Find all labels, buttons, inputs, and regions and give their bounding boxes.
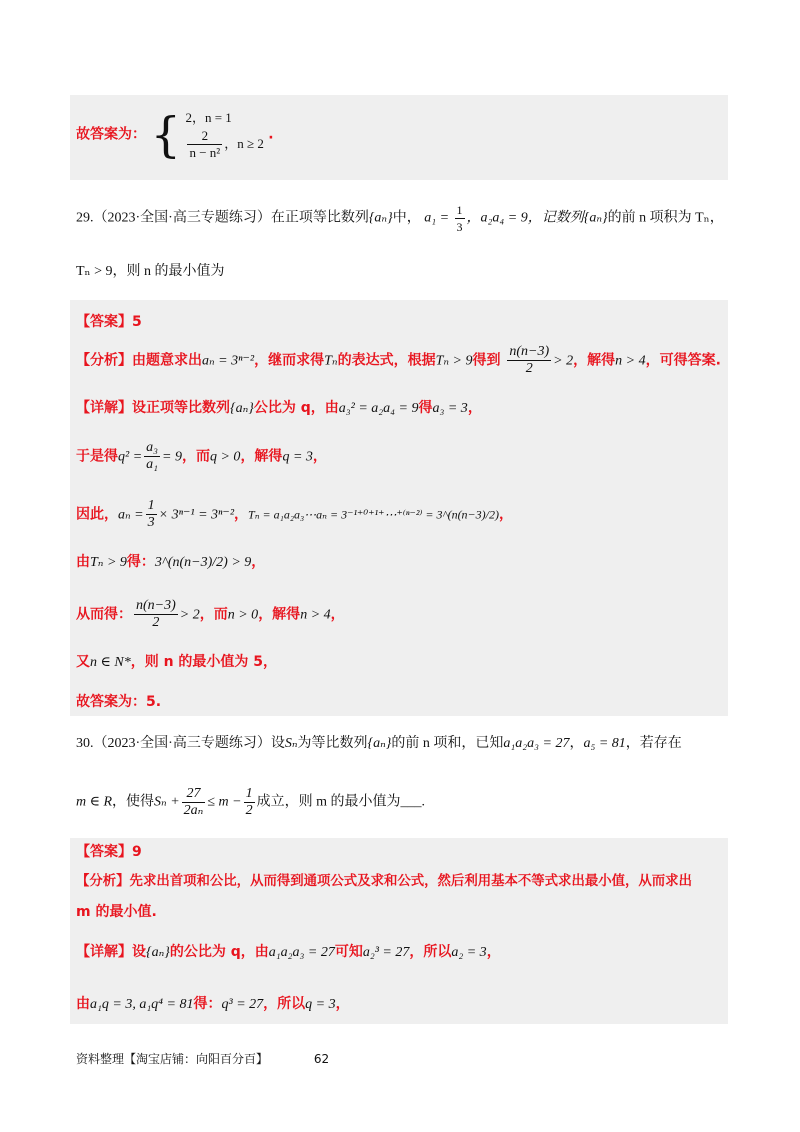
q30-line1: 30.（2023·全国·高三专题练习）设Sₙ为等比数列{aₙ}的前 n 项和，已知a₁a₂a₃ = 27，a₅ = 81，若存在 — [76, 736, 682, 751]
q29-detail2-fraction: $\frac{\text{a₃}}{\text{a₁}}$ — [146, 440, 159, 472]
q30-line2: m ∈ R，使得Sₙ + $\frac{27}{\text{2aₙ}}$ ≤ m − $\frac{1}{2}$ 成立，则 m 的最小值为___. — [76, 786, 425, 818]
piecewise-cases — [185, 108, 263, 161]
q30-analysis-1: 【分析】先求出首项和公比，从而得到通项公式及求和公式，然后利用基本不等式求出最小值，从而求出 — [76, 874, 692, 889]
q30-ineq-fraction-2: $\frac{1}{2}$ — [245, 786, 253, 818]
q30-detail-1: 【详解】设{aₙ}的公比为 q，由a₁a₂a₃ = 27可知a₂³ = 27，所以a₂ = 3， — [76, 944, 501, 960]
q29-line2-text: Tₙ > 9，则 n 的最小值为 — [76, 264, 225, 279]
q30-answer: 【答案】9 — [76, 844, 142, 860]
q29-a1-fraction: $\frac{1}{3}$ — [456, 203, 463, 234]
q29-detail-6: 又n ∈ N*，则 n 的最小值为 5， — [76, 654, 278, 670]
q29-detail-3: 因此，aₙ = $\frac{1}{3}$ × 3ⁿ⁻¹ = 3ⁿ⁻²，Tₙ = a₁a₂a₃⋯aₙ = 3⁻¹⁺⁰⁺¹⁺⋯⁺⁽ⁿ⁻²⁾ = 3^(n(n−3)/2)， — [76, 498, 513, 530]
q29-detail-2: 于是得q² = $\frac{\text{a₃}}{\text{a₁}}$ = 9，而q > 0，解得q = 3， — [76, 440, 327, 472]
q29-detail5-fraction: $\frac{n(n-3)}{2}$ — [136, 598, 176, 630]
q29-answer: 【答案】5 — [76, 314, 142, 330]
q30-detail-2: 由a₁q = 3, a₁q⁴ = 81得：q³ = 27，所以q = 3， — [76, 996, 350, 1012]
prev-end: . — [268, 126, 274, 143]
q29-analysis: 【分析】由题意求出aₙ = 3ⁿ⁻²，继而求得Tₙ的表达式，根据Tₙ > 9得到 $\frac{n(n-3)}{2}$ > 2，解得n > 4，可得答案. — [76, 344, 721, 376]
q29-detail3-fraction: $\frac{1}{3}$ — [147, 498, 155, 530]
footer-text: 资料整理【淘宝店铺：向阳百分百】 — [76, 1052, 269, 1066]
answer-label: 故答案为： — [76, 126, 146, 143]
q29-analysis-fraction: $\frac{n(n-3)}{2}$ — [509, 344, 550, 376]
q29-line2 — [76, 262, 225, 282]
q29-final: 故答案为：5. — [76, 694, 162, 710]
page-number: 62 — [313, 1052, 330, 1066]
q29-detail-1: 【详解】设正项等比数列{aₙ}公比为 q，由a₃² = a₂a₄ = 9得a₃ = 3， — [76, 400, 482, 416]
case-2-fraction: $\frac{2}{\text{n − n²}}$ — [189, 128, 221, 160]
q29-mid: 中， — [392, 210, 421, 226]
q29-prefix: 29.（2023·全国·高三专题练习）在正项等比数列 — [76, 210, 369, 226]
q30-ineq-fraction-1: $\frac{27}{\text{2aₙ}}$ — [183, 786, 204, 818]
q29-seq-2: {aₙ} — [583, 210, 608, 226]
q29-line1 — [76, 202, 724, 235]
q29-tail: 的前 n 项积为 Tₙ， — [607, 210, 724, 226]
q29-a2a4: ，a₂a₄ = 9，记数列 — [466, 210, 584, 226]
q30-analysis-2: m 的最小值. — [76, 904, 157, 920]
q29-seq: {aₙ} — [368, 210, 393, 226]
q29-detail-4: 由Tₙ > 9得：3^(n(n−3)/2) > 9， — [76, 554, 266, 570]
brace-symbol: { — [150, 106, 181, 163]
case-2-condition: ，n ≥ 2 — [224, 136, 264, 151]
case-1: 2，n = 1 — [185, 110, 232, 125]
prev-answer-line — [76, 108, 274, 168]
page-footer — [76, 1050, 329, 1067]
q29-detail-5: 从而得： $\frac{n(n-3)}{2}$ > 2，而n > 0，解得n > 4， — [76, 598, 345, 630]
q29-a1: a₁ = — [424, 210, 450, 226]
